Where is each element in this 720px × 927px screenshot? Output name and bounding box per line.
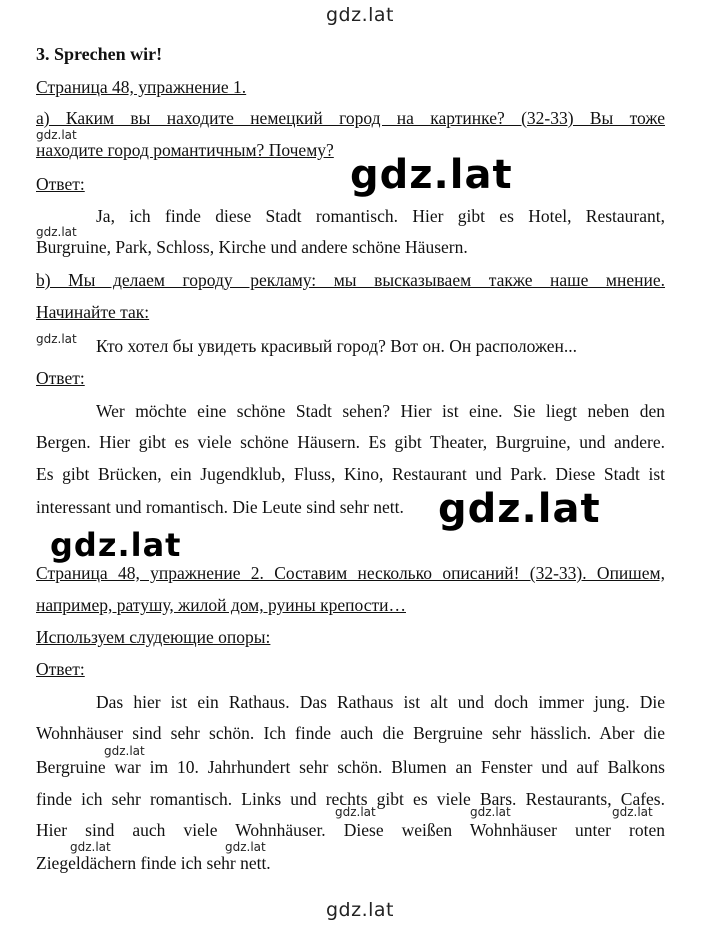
ex1-question-a-line1: a) Каким вы находите немецкий город на картинке? (32-33) Вы тоже [36,108,665,128]
ex2-answer-line5: Hier sind auch viele Wohnhäuser. Diese weißen Wohnhäuser unter roten [36,820,665,840]
ex1-answer-a-line1: Ja, ich finde diese Stadt romantisch. Hier gibt es Hotel, Restaurant, [96,206,665,226]
watermark-bottom: gdz.lat [325,899,394,921]
ex1-b-answer-line4: interessant und romantisch. Die Leute sind sehr nett. [36,497,404,517]
watermark-large: gdz.lat [350,152,513,198]
watermark-small: gdz.lat [36,128,77,142]
ex2-reference-line1: Страница 48, упражнение 2. Составим несколько описаний! (32-33). Опишем, [36,563,665,583]
ex1-answer-label: Ответ: [36,174,85,194]
ex1-question-b-line1: b) Мы делаем городу рекламу: мы высказываем также наше мнение. [36,270,665,290]
watermark-small: gdz.lat [470,805,511,819]
ex2-answer-line1: Das hier ist ein Rathaus. Das Rathaus ist alt und doch immer jung. Die [96,692,665,712]
watermark-small: gdz.lat [104,744,145,758]
ex1-b-answer-line3: Es gibt Brücken, ein Jugendklub, Fluss, Kino, Restaurant und Park. Diese Stadt ist [36,464,665,484]
ex1-question-b-line2: Начинайте так: [36,302,150,322]
ex1-reference: Страница 48, упражнение 1. [36,77,247,97]
watermark-small: gdz.lat [612,805,653,819]
watermark-small: gdz.lat [36,332,77,346]
ex1-b-answer-line2: Bergen. Hier gibt es viele schöne Häusern. Es gibt Theater, Burgruine, und andere. [36,432,665,452]
watermark-small: gdz.lat [335,805,376,819]
ex1-b-prompt: Кто хотел бы увидеть красивый город? Вот он. Он расположен... [96,336,578,356]
ex1-b-answer-label: Ответ: [36,368,85,388]
watermark-small: gdz.lat [225,840,266,854]
ex2-reference-line2: например, ратушу, жилой дом, руины крепости… [36,595,406,615]
ex2-answer-line6: Ziegeldächern finde ich sehr nett. [36,853,271,873]
watermark-large: gdz.lat [438,486,601,532]
ex2-supports-label: Используем слудеющие опоры: [36,627,271,647]
ex1-question-a-line2: находите город романтичным? Почему? [36,140,334,160]
watermark-small: gdz.lat [70,840,111,854]
ex2-answer-line3: Bergruine war im 10. Jahrhundert sehr schön. Blumen an Fenster und auf Balkons [36,757,665,777]
ex1-answer-a-line2: Burgruine, Park, Schloss, Kirche und andere schöne Häusern. [36,237,468,257]
watermark-medium: gdz.lat [50,526,182,564]
ex2-answer-line4: finde ich sehr romantisch. Links und rechts gibt es viele Bars. Restaurants, Cafes. [36,789,665,809]
ex2-answer-label: Ответ: [36,659,85,679]
watermark-small: gdz.lat [36,225,77,239]
section-heading: 3. Sprechen wir! [36,44,163,64]
watermark-top: gdz.lat [325,4,394,26]
ex1-b-answer-line1: Wer möchte eine schöne Stadt sehen? Hier ist eine. Sie liegt neben den [96,401,665,421]
ex2-answer-line2: Wohnhäuser sind sehr schön. Ich finde auch die Bergruine sehr hässlich. Aber die [36,723,665,743]
